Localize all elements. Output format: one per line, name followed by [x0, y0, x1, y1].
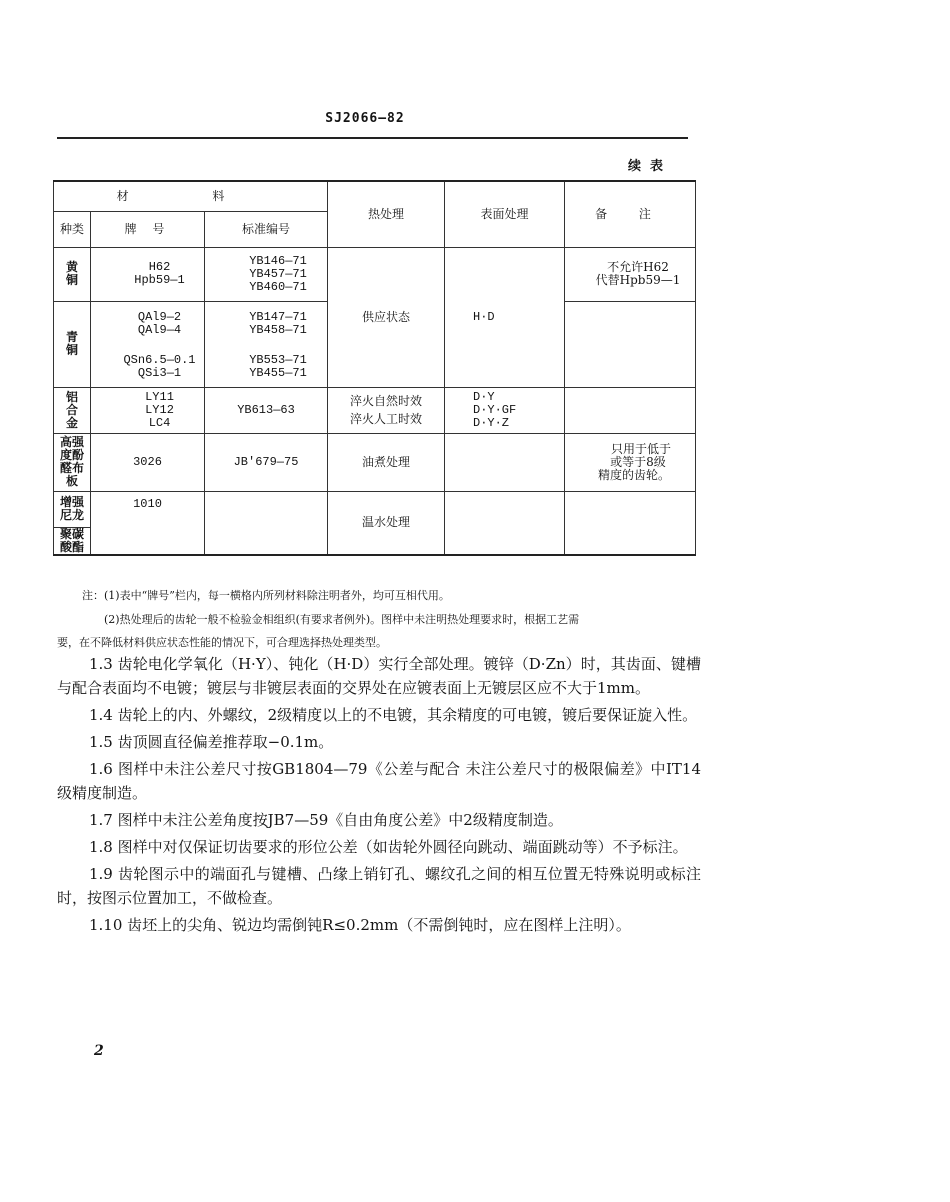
grades-brass [91, 247, 205, 301]
kind-bronze: 青铜 [54, 301, 91, 387]
standards-bronze-b [205, 347, 328, 387]
kind-nylon: 增强尼龙 [54, 491, 91, 527]
header-surface-treatment: 表面处理 [445, 181, 565, 247]
grade-item: QSi3—1 [137, 365, 182, 380]
remark-line: 精度的齿轮。 [597, 467, 670, 482]
surface-item: D·Y [473, 389, 495, 404]
grades-bronze-b [91, 347, 205, 387]
document-code: SJ2066—82 [325, 111, 405, 126]
header-remark: 备 注 [565, 181, 696, 247]
clause-1-6: 1.6 图样中未注公差尺寸按GB1804—79《公差与配合 未注公差尺寸的极限偏差》中IT14级精度制造。 [57, 760, 701, 802]
grade-item: LC4 [148, 415, 171, 430]
header-standard: 标准编号 [205, 211, 328, 247]
materials-group-header: 材 料 [54, 181, 328, 211]
grade-item: QAl9—2 [137, 310, 182, 325]
standard-item: YB146—71 [249, 253, 307, 268]
clause-1-4: 1.4 齿轮上的内、外螺纹，2级精度以上的不电镀，其余精度的可电镀，镀后要保证旋入性。 [89, 706, 698, 724]
grade-item: QAl9—4 [137, 323, 182, 338]
surface-hd: H·D [445, 247, 565, 387]
heat-supply-state: 供应状态 [328, 247, 445, 387]
standard-bakelite: JB'679—75 [205, 433, 328, 491]
kind-bakelite: 高强度酚醛布板 [54, 433, 91, 491]
kind-aluminum: 铝合金 [54, 387, 91, 433]
standard-item: YB147—71 [249, 310, 307, 325]
surface-aluminum [445, 387, 565, 433]
remark-nylon [565, 491, 696, 555]
materials-table [53, 180, 696, 556]
remark-line: 代替Hpb59—1 [595, 273, 681, 287]
note-2-continued: 要，在不降低材料供应状态性能的情况下，可合理选择热处理类型。 [57, 636, 387, 649]
surface-item: D·Y·GF [473, 402, 517, 417]
note-1: 注：(1)表中“牌号”栏内，每一横格内所列材料除注明者外，均可互相代用。 [82, 589, 450, 602]
page-number: 2 [94, 1043, 104, 1059]
remark-bakelite [565, 433, 696, 491]
standard-item: YB460—71 [249, 279, 307, 294]
heat-bakelite: 油煮处理 [328, 433, 445, 491]
grade-item: LY11 [145, 389, 174, 404]
grade-bakelite: 3026 [91, 433, 205, 491]
standard-item: YB458—71 [249, 323, 307, 338]
standard-item: YB457—71 [249, 266, 307, 281]
standard-aluminum: YB613—63 [205, 387, 328, 433]
note-2: (2)热处理后的齿轮一般不检验金相组织(有要求者例外)。图样中未注明热处理要求时，根据工艺需 [104, 613, 580, 626]
table-notes [82, 584, 702, 632]
remark-line: 只用于低于 [610, 441, 671, 456]
clause-1-10: 1.10 齿坯上的尖角、锐边均需倒钝R≤0.2mm（不需倒钝时，应在图样上注明）。 [89, 916, 631, 934]
header-heat-treatment: 热处理 [328, 181, 445, 247]
grades-aluminum [91, 387, 205, 433]
standard-nylon [205, 491, 328, 555]
kind-brass: 黄铜 [54, 247, 91, 301]
header-rule [57, 137, 688, 139]
kind-polyformaldehyde: 聚碳酸酯 [54, 527, 91, 555]
heat-item: 淬火人工时效 [349, 412, 422, 426]
grades-bronze-a [91, 301, 205, 347]
header-grade: 牌 号 [91, 211, 205, 247]
standard-item: YB553—71 [249, 352, 307, 367]
heat-aluminum [328, 387, 445, 433]
heat-nylon: 温水处理 [328, 491, 445, 555]
standards-brass [205, 247, 328, 301]
remark-line: 或等于8级 [610, 454, 666, 469]
grade-nylon: 1010 [91, 491, 205, 527]
grade-item: LY12 [145, 402, 174, 417]
surface-bakelite [445, 433, 565, 491]
grade-polyformaldehyde [91, 527, 205, 555]
clause-1-5: 1.5 齿顶圆直径偏差推荐取−0.1m。 [89, 733, 334, 751]
grade-item: H62 [148, 260, 171, 274]
clause-1-7: 1.7 图样中未注公差角度按JB7—59《自由角度公差》中2级精度制造。 [89, 811, 563, 829]
standard-item: YB455—71 [249, 365, 307, 380]
clause-1-8: 1.8 图样中对仅保证切齿要求的形位公差（如齿轮外圆径向跳动、端面跳动等）不予标注。 [89, 838, 688, 856]
continued-label: 续表 [628, 159, 673, 174]
remark-brass [565, 247, 696, 301]
grade-item: Hpb59—1 [134, 273, 185, 287]
surface-item: D·Y·Z [473, 415, 510, 430]
surface-nylon [445, 491, 565, 555]
body-text [57, 652, 701, 940]
standards-bronze-a [205, 301, 328, 347]
clause-1-3: 1.3 齿轮电化学氧化（H·Y）、钝化（H·D）实行全部处理。镀锌（D·Zn）时，其齿面、键槽与配合表面均不电镀；镀层与非镀层表面的交界处在应镀表面上无镀层区应不大于1mm。 [57, 655, 701, 697]
heat-item: 淬火自然时效 [349, 394, 422, 408]
clause-1-9: 1.9 齿轮图示中的端面孔与键槽、凸缘上销钉孔、螺纹孔之间的相互位置无特殊说明或标注时，按图示位置加工，不做检查。 [57, 865, 701, 907]
grade-item: QSn6.5—0.1 [123, 352, 196, 367]
remark-bronze [565, 301, 696, 387]
remark-aluminum [565, 387, 696, 433]
header-kind: 种类 [54, 211, 91, 247]
remark-line: 不允许H62 [607, 260, 669, 274]
